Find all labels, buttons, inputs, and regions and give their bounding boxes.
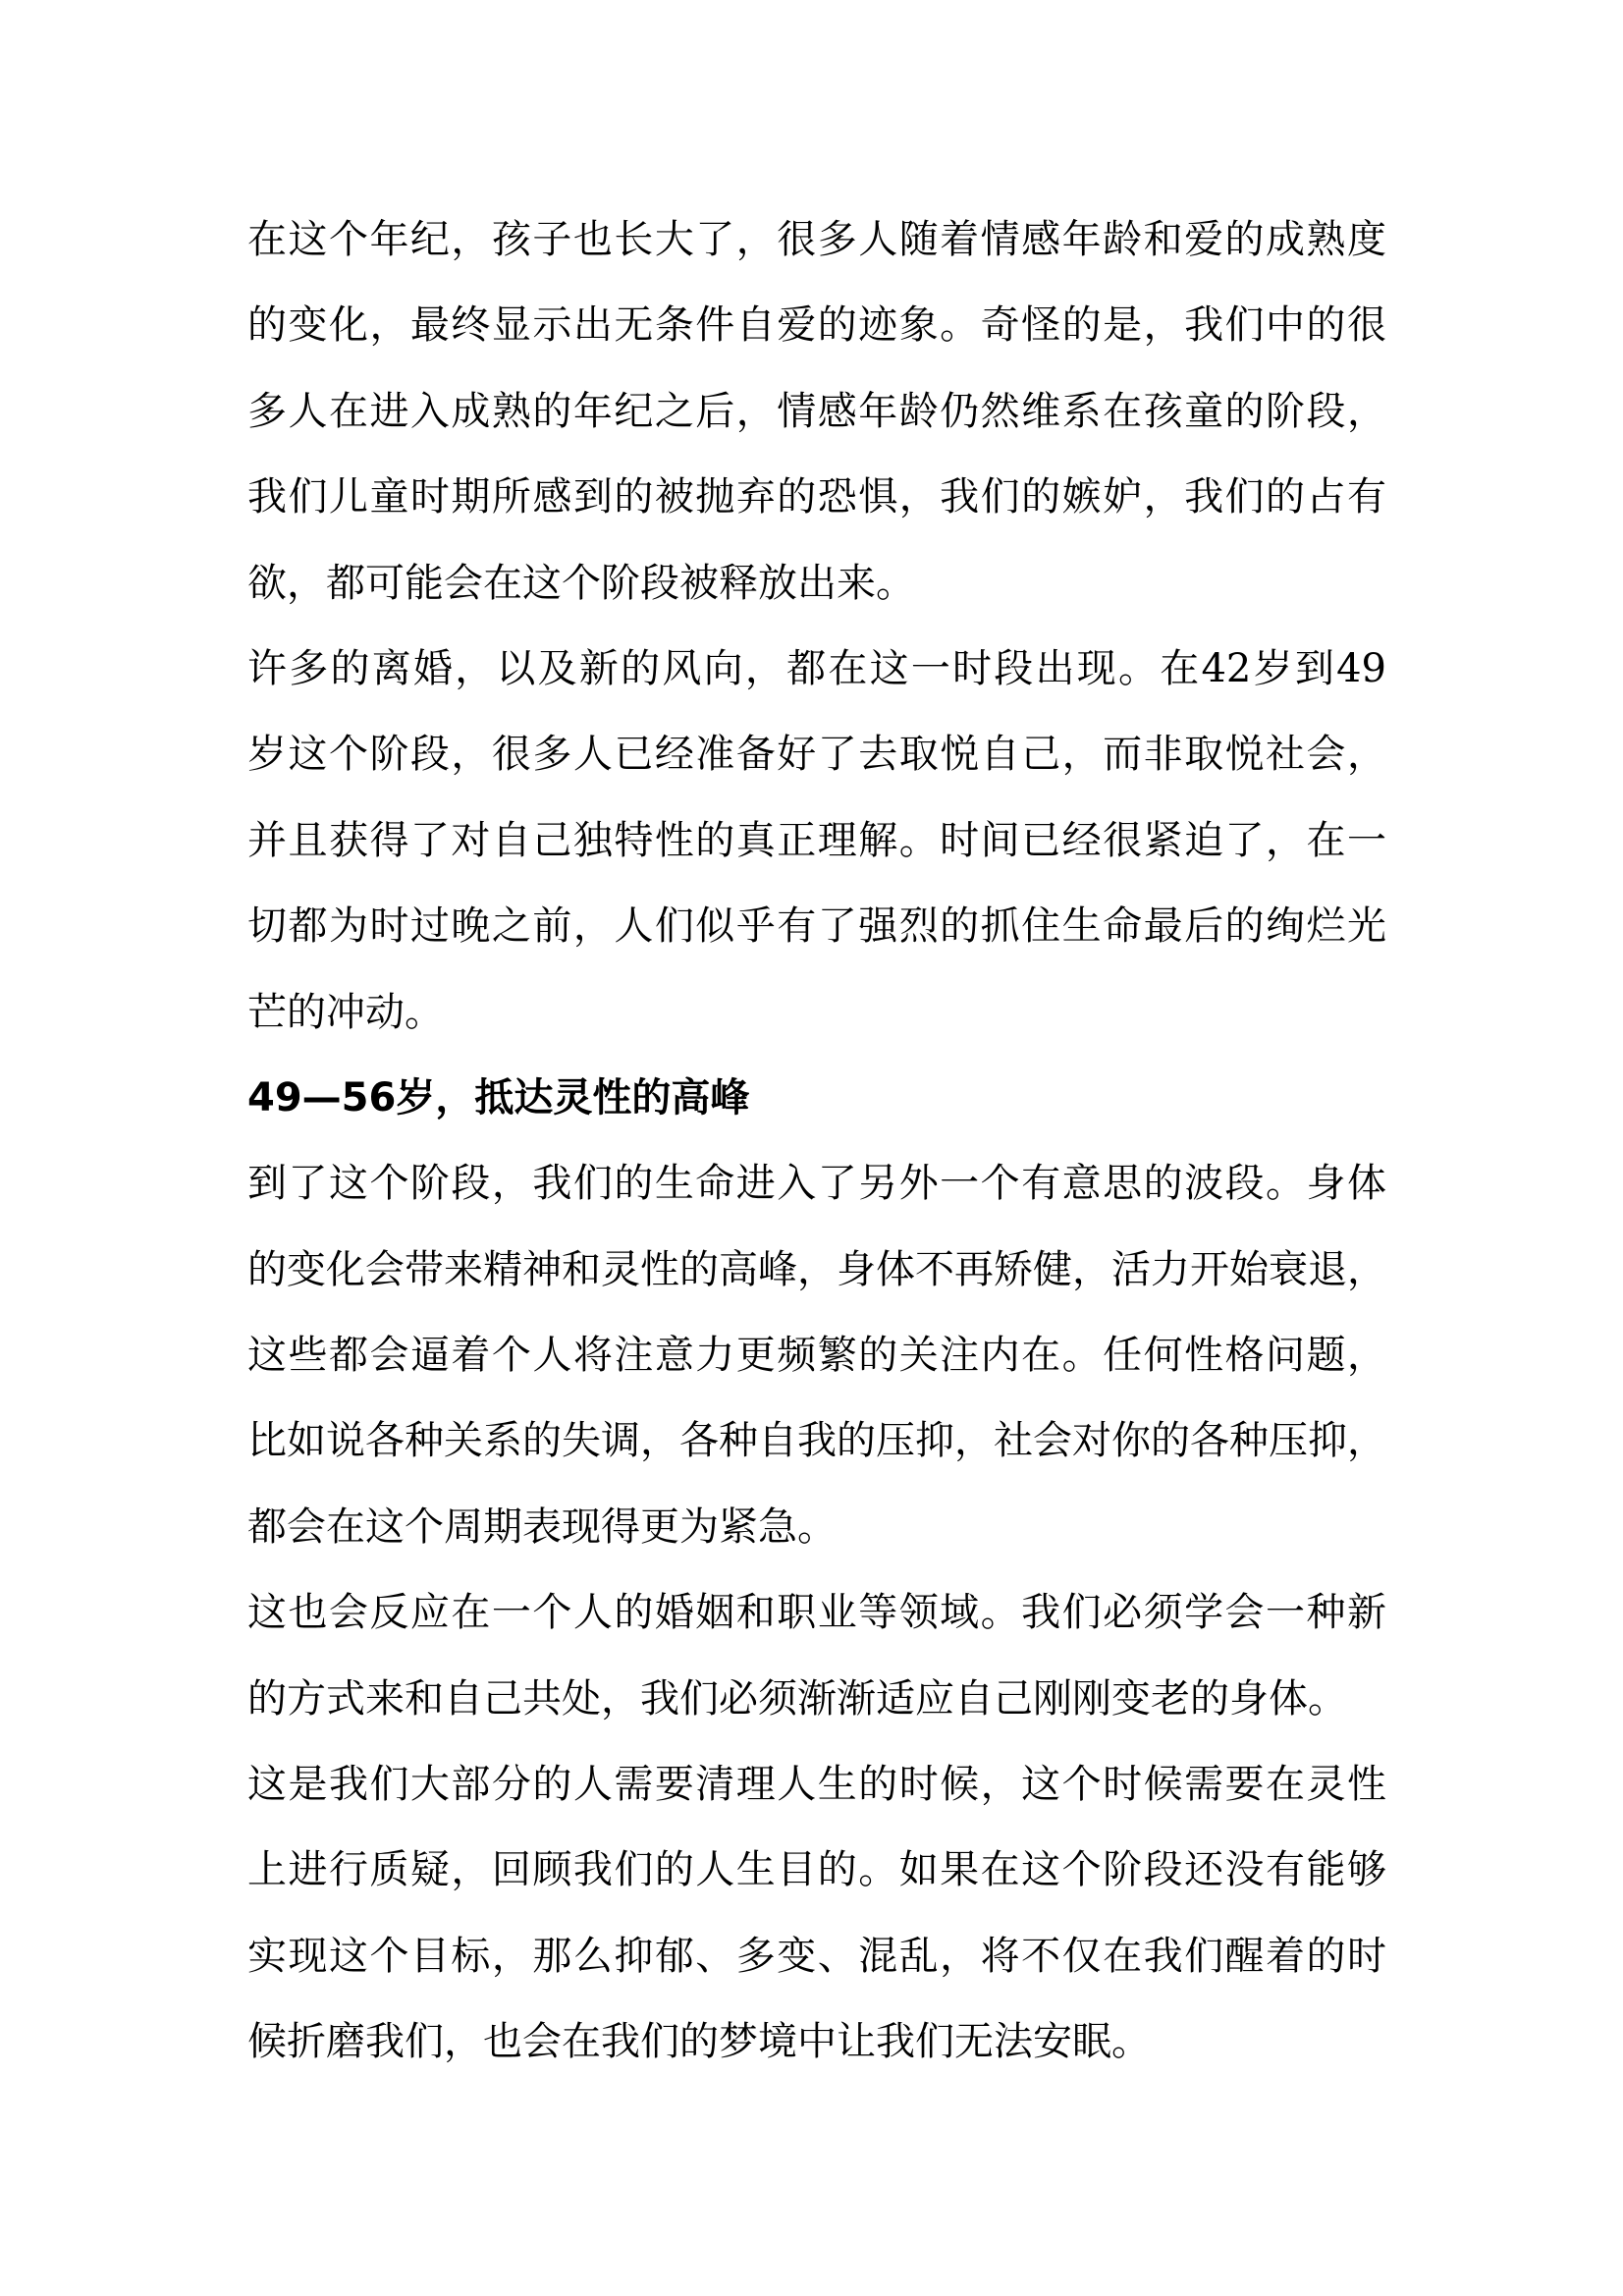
paragraph-line: 岁这个阶段，很多人已经准备好了去取悦自己，而非取悦社会， xyxy=(247,732,1386,778)
section-heading: 49—56岁，抵达灵性的高峰 xyxy=(247,1074,750,1121)
paragraph xyxy=(247,197,1386,627)
paragraph-line: 欲，都可能会在这个阶段被释放出来。 xyxy=(247,560,915,606)
paragraph-line: 到了这个阶段，我们的生命进入了另外一个有意思的波段。身体 xyxy=(247,1161,1386,1207)
document-body xyxy=(247,197,1386,2086)
paragraph-line: 都会在这个周期表现得更为紧急。 xyxy=(247,1503,837,1550)
paragraph-line: 上进行质疑，回顾我们的人生目的。如果在这个阶段还没有能够 xyxy=(247,1847,1386,1893)
paragraph-line: 候折磨我们，也会在我们的梦境中让我们无法安眠。 xyxy=(247,2019,1151,2065)
paragraph-line: 许多的离婚，以及新的风向，都在这一时段出现。在42岁到49 xyxy=(247,645,1386,691)
paragraph-line: 实现这个目标，那么抑郁、多变、混乱，将不仅在我们醒着的时 xyxy=(247,1933,1386,1979)
paragraph-line: 在这个年纪，孩子也长大了，很多人随着情感年龄和爱的成熟度 xyxy=(247,217,1386,262)
paragraph-line: 的变化会带来精神和灵性的高峰，身体不再矫健，活力开始衰退， xyxy=(247,1246,1386,1292)
paragraph-line: 比如说各种关系的失调，各种自我的压抑，社会对你的各种压抑， xyxy=(247,1418,1386,1464)
paragraph-line: 这也会反应在一个人的婚姻和职业等领域。我们必须学会一种新 xyxy=(247,1590,1386,1636)
paragraph xyxy=(247,1742,1386,2086)
paragraph-line: 的变化，最终显示出无条件自爱的迹象。奇怪的是，我们中的很 xyxy=(247,302,1386,349)
paragraph-line: 切都为时过晚之前，人们似乎有了强烈的抓住生命最后的绚烂光 xyxy=(247,903,1386,950)
paragraph-line: 这些都会逼着个人将注意力更频繁的关注内在。任何性格问题， xyxy=(247,1333,1386,1379)
paragraph-line: 的方式来和自己共处，我们必须渐渐适应自己刚刚变老的身体。 xyxy=(247,1675,1347,1722)
paragraph-line: 这是我们大部分的人需要清理人生的时候，这个时候需要在灵性 xyxy=(247,1762,1386,1808)
paragraph xyxy=(247,1141,1386,1570)
paragraph-line: 我们儿童时期所感到的被抛弃的恐惧，我们的嫉妒，我们的占有 xyxy=(247,474,1386,520)
paragraph-line: 并且获得了对自己独特性的真正理解。时间已经很紧迫了，在一 xyxy=(247,817,1386,863)
paragraph-line: 多人在进入成熟的年纪之后，情感年龄仍然维系在孩童的阶段， xyxy=(247,388,1386,434)
paragraph xyxy=(247,627,1386,1056)
paragraph-line: 芒的冲动。 xyxy=(247,989,444,1035)
paragraph xyxy=(247,1570,1386,1742)
